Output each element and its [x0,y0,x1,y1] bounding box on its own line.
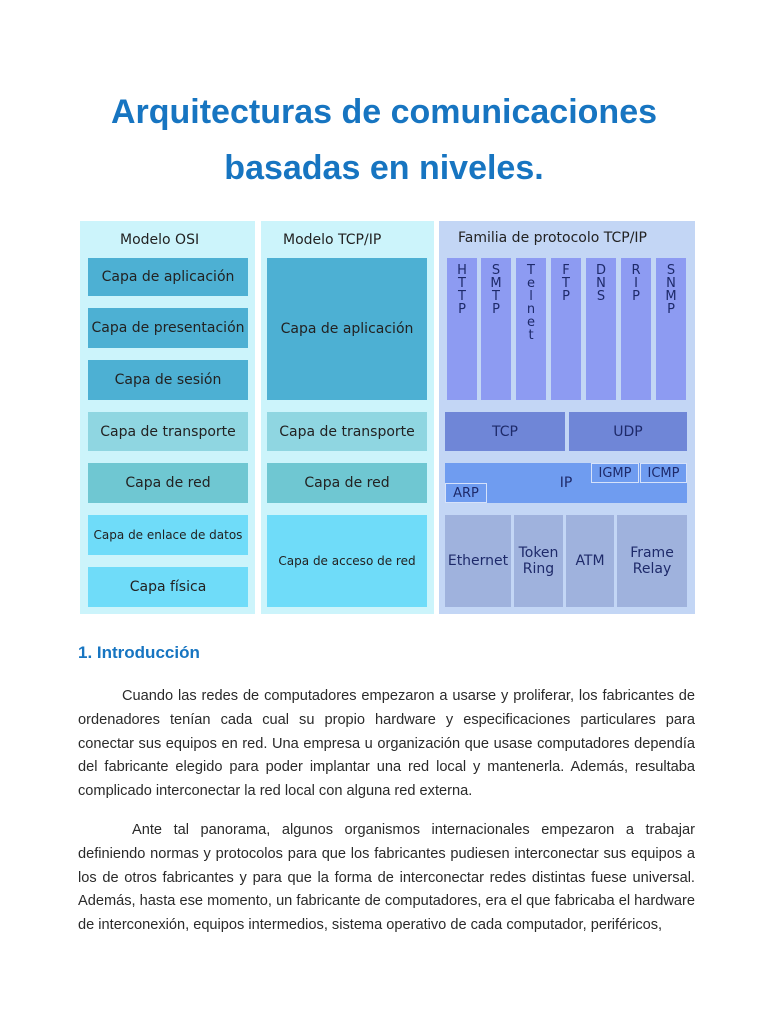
protocol-letter: t [528,328,534,343]
protocol-http [447,258,477,400]
protocol-letter: R [631,263,641,278]
tcpip-header: Modelo TCP/IP [283,232,382,248]
protocol-letter: T [458,276,466,291]
title-line-1: Arquitecturas de comunicaciones [110,93,658,131]
section-heading: 1. Introducción [78,643,200,662]
protocol-letter: N [666,276,676,291]
osi-layer-transport: Capa de transporte [88,412,248,451]
protocol-letter: P [458,302,466,317]
protocol-letter: P [667,302,675,317]
osi-layer-network: Capa de red [88,463,248,503]
protocol-telnet [516,258,546,400]
protocol-udp: UDP [569,412,687,451]
protocol-letter: T [458,289,466,304]
osi-layer-physical: Capa física [88,567,248,607]
protocol-letter: F [562,263,570,278]
protocol-letter: I [634,276,638,291]
protocol-letter: D [595,263,606,278]
page-title [60,84,708,196]
paragraph-2: Ante tal panorama, algunos organismos internacionales empezaron a trabajar definiendo normas y protocolos para que los fabricantes pudiesen interconectar sus equipos a los de otros fabricantes y para que la forma de interconectar redes distintas fuese universal. Además, hasta ese momento, un fabricante de computadores, era el que fabricaba el hardware de interconexión, equipos intermedios, sistema operativo de cada computador, periféricos, [78,822,695,934]
protocol-letter: T [492,289,500,304]
protocol-arp: ARP [445,483,487,503]
protocol-letter: H [457,263,467,278]
protocol-rip [621,258,651,400]
protocol-snmp [656,258,686,400]
osi-layer-presentation: Capa de presentación [88,308,248,348]
protocol-icmp: ICMP [640,463,687,483]
osi-layer-session: Capa de sesión [88,360,248,400]
protocol-letter: l [529,289,533,304]
protocol-letter: P [562,289,570,304]
protocol-dns [586,258,616,400]
osi-layer-datalink: Capa de enlace de datos [88,515,248,555]
protocol-atm: ATM [566,515,614,607]
tcpip-layer-transport: Capa de transporte [267,412,427,451]
osi-header: Modelo OSI [120,232,200,248]
protocol-letter: e [527,276,535,291]
protocol-igmp: IGMP [591,463,639,483]
protocol-frame-relay: Frame Relay [617,515,687,607]
protocol-letter: n [526,302,536,317]
title-line-2: basadas en niveles. [224,149,544,187]
tcpip-layer-application: Capa de aplicación [267,258,427,400]
protocol-letter: P [492,302,500,317]
protocol-ip: IP [445,463,687,503]
protocol-letter: P [632,289,640,304]
protocol-token-ring: Token Ring [514,515,563,607]
family-header: Familia de protocolo TCP/IP [458,230,647,246]
paragraph-1: Cuando las redes de computadores empezaron a usarse y proliferar, los fabricantes de ordenadores tenían cada cual su propio hardware y especificaciones particulares para conectar sus equipos en red. Una empresa u organización que usase computadores dependía del fabricante elegido para poder implantar una red local y mantenerla. Además, resultaba complicado interconectar la red local con alguna red externa. [78,688,695,800]
protocol-tcp: TCP [445,412,565,451]
protocol-smtp [481,258,511,400]
protocol-letter: e [527,315,535,330]
protocol-letter: S [491,263,501,278]
protocol-architecture-diagram [80,221,695,614]
protocol-letter: T [562,276,570,291]
protocol-letter: S [666,263,676,278]
osi-layer-application: Capa de aplicación [88,258,248,296]
protocol-letter: M [490,276,502,291]
protocol-letter: T [527,263,535,278]
protocol-letter: S [596,289,606,304]
tcpip-layer-network: Capa de red [267,463,427,503]
protocol-letter: N [596,276,606,291]
protocol-ethernet: Ethernet [445,515,511,607]
protocol-ftp [551,258,581,400]
protocol-letter: M [665,289,677,304]
tcpip-layer-network-access: Capa de acceso de red [267,515,427,607]
